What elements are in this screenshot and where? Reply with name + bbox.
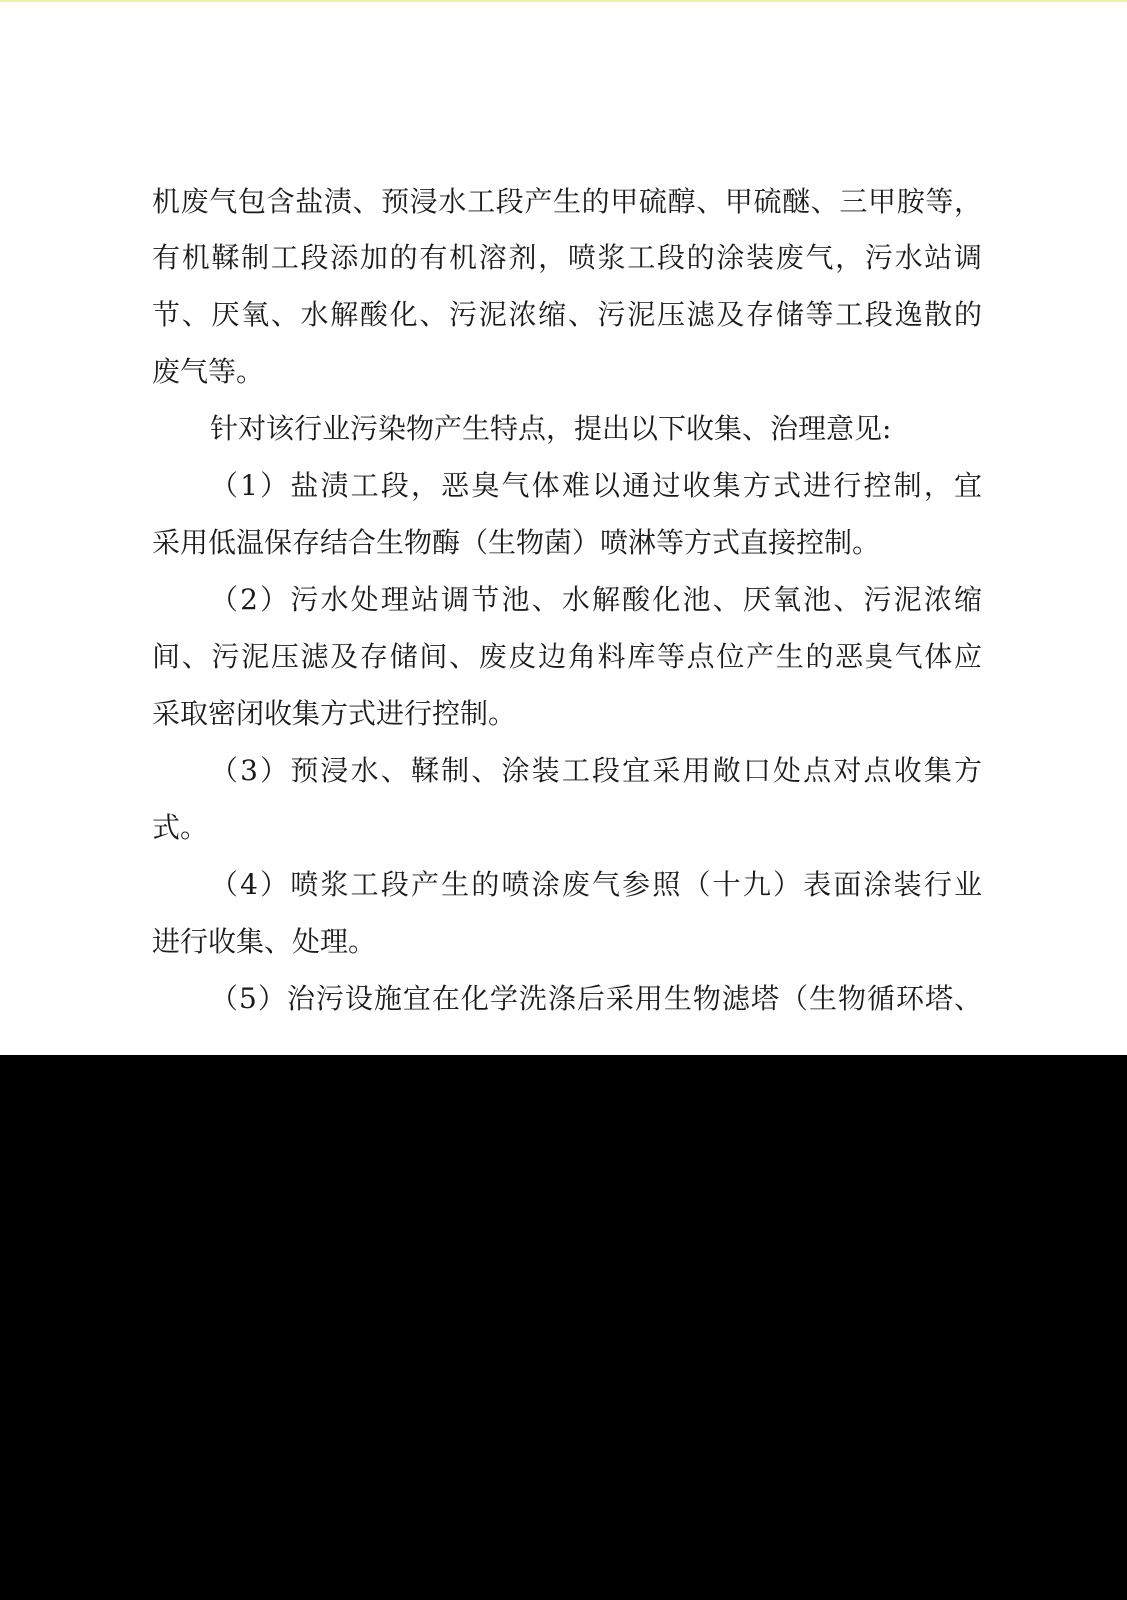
text-line-1: 机废气包含盐渍、预浸水工段产生的甲硫醇、甲硫醚、三甲胺等， xyxy=(152,185,982,218)
item-3-line-1: （3）预浸水、鞣制、涂装工段宜采用敞口处点对点收集方 xyxy=(210,754,982,787)
item-3-line-2: 式。 xyxy=(152,811,209,844)
item-2-line-1: （2）污水处理站调节池、水解酸化池、厌氧池、污泥浓缩 xyxy=(210,583,982,616)
top-edge-rule xyxy=(0,0,1127,2)
item-5-line-1: （5）治污设施宜在化学洗涤后采用生物滤塔（生物循环塔、 xyxy=(210,982,982,1015)
item-4-line-1: （4）喷浆工段产生的喷涂废气参照（十九）表面涂装行业 xyxy=(210,868,982,901)
text-line-2: 有机鞣制工段添加的有机溶剂，喷浆工段的涂装废气，污水站调 xyxy=(152,241,982,274)
item-4-line-2: 进行收集、处理。 xyxy=(152,925,377,958)
truncated-line-glyphs xyxy=(152,1039,982,1055)
blackout-region xyxy=(0,1055,1127,1600)
paragraph-intro: 针对该行业污染物产生特点，提出以下收集、治理意见: xyxy=(210,412,892,445)
item-2-line-3: 采取密闭收集方式进行控制。 xyxy=(152,697,517,730)
text-line-4: 废气等。 xyxy=(152,355,265,388)
item-2-line-2: 间、污泥压滤及存储间、废皮边角料库等点位产生的恶臭气体应 xyxy=(152,640,982,673)
truncated-line xyxy=(152,1039,982,1055)
item-1-line-2: 采用低温保存结合生物酶（生物菌）喷淋等方式直接控制。 xyxy=(152,526,881,559)
item-1-line-1: （1）盐渍工段，恶臭气体难以通过收集方式进行控制，宜 xyxy=(210,469,982,502)
text-line-3: 节、厌氧、水解酸化、污泥浓缩、污泥压滤及存储等工段逸散的 xyxy=(152,298,982,331)
